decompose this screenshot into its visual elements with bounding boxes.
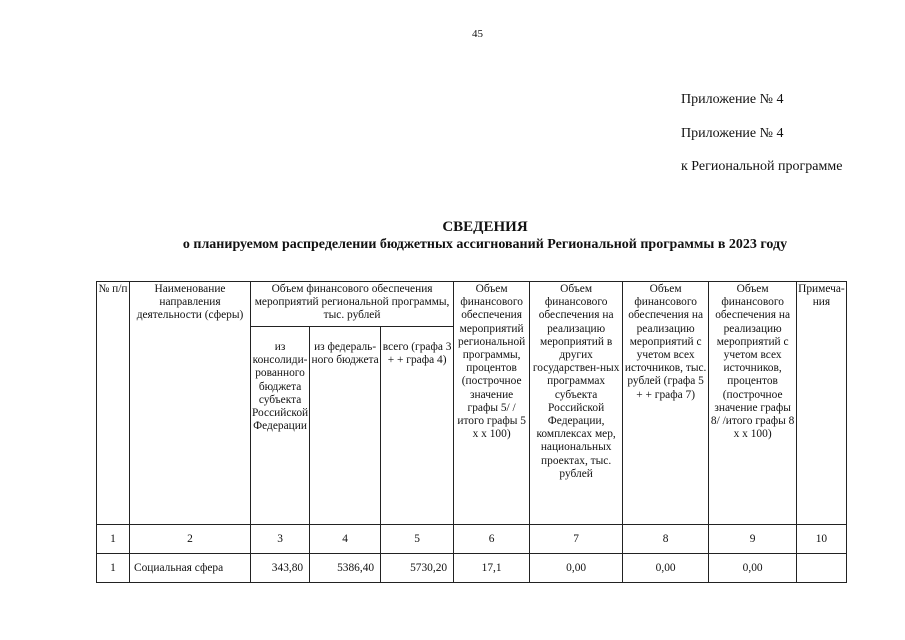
budget-table (96, 281, 847, 583)
column-number: 10 (797, 525, 847, 554)
column-number: 7 (530, 525, 623, 554)
header-direction: Наименование направления деятельности (сферы) (130, 282, 251, 525)
cell-direction: Социальная сфера (130, 554, 251, 583)
cell-all-sources-percent: 0,00 (709, 554, 797, 583)
document-subtitle: о планируемом распределении бюджетных ассигнований Региональной программы в 2023 году (182, 237, 788, 252)
header-row-1 (97, 282, 847, 327)
cell-other-programs: 0,00 (530, 554, 623, 583)
header-col8: Объем финансового обеспечения на реализацию мероприятий с учетом всех источников, тыс. рублей (графа 5 + + графа 7) (623, 282, 709, 525)
appendix-line-2: Приложение № 4 (681, 126, 784, 141)
header-col4: из федераль-ного бюджета (310, 327, 381, 525)
header-col6: Объем финансового обеспечения мероприятий региональной программы, процентов (построчное значение графы 5/ /итого графы 5 х х 100) (454, 282, 530, 525)
column-number: 3 (251, 525, 310, 554)
cell-total: 5730,20 (381, 554, 454, 583)
cell-number: 1 (97, 554, 130, 583)
cell-percent: 17,1 (454, 554, 530, 583)
header-funding-group: Объем финансового обеспечения мероприятий региональной программы, тыс. рублей (251, 282, 454, 327)
table-row (97, 554, 847, 583)
header-col7: Объем финансового обеспечения на реализацию мероприятий в других государствен-ных программах субъекта Российской Федерации, комплексах мер, национальных проектах, тыс. рублей (530, 282, 623, 525)
cell-all-sources: 0,00 (623, 554, 709, 583)
column-number: 4 (310, 525, 381, 554)
header-notes: Примеча-ния (797, 282, 847, 525)
cell-consolidated-budget: 343,80 (251, 554, 310, 583)
column-number: 5 (381, 525, 454, 554)
column-number: 1 (97, 525, 130, 554)
column-number: 9 (709, 525, 797, 554)
header-col5: всего (графа 3 + + графа 4) (381, 327, 454, 525)
column-number: 8 (623, 525, 709, 554)
page-number: 45 (472, 28, 483, 40)
column-number: 6 (454, 525, 530, 554)
header-col3: из консолиди-рованного бюджета субъекта Российской Федерации (251, 327, 310, 525)
appendix-line-3: к Региональной программе (681, 159, 843, 174)
column-number-row (97, 525, 847, 554)
header-col9: Объем финансового обеспечения на реализацию мероприятий с учетом всех источников, процентов (построчное значение графы 8/ /итого графы 8 х х 100) (709, 282, 797, 525)
document-title: СВЕДЕНИЯ (442, 219, 528, 235)
appendix-line-1: Приложение № 4 (681, 92, 784, 107)
header-number: № п/п (97, 282, 130, 525)
cell-notes (797, 554, 847, 583)
column-number: 2 (130, 525, 251, 554)
cell-federal-budget: 5386,40 (310, 554, 381, 583)
